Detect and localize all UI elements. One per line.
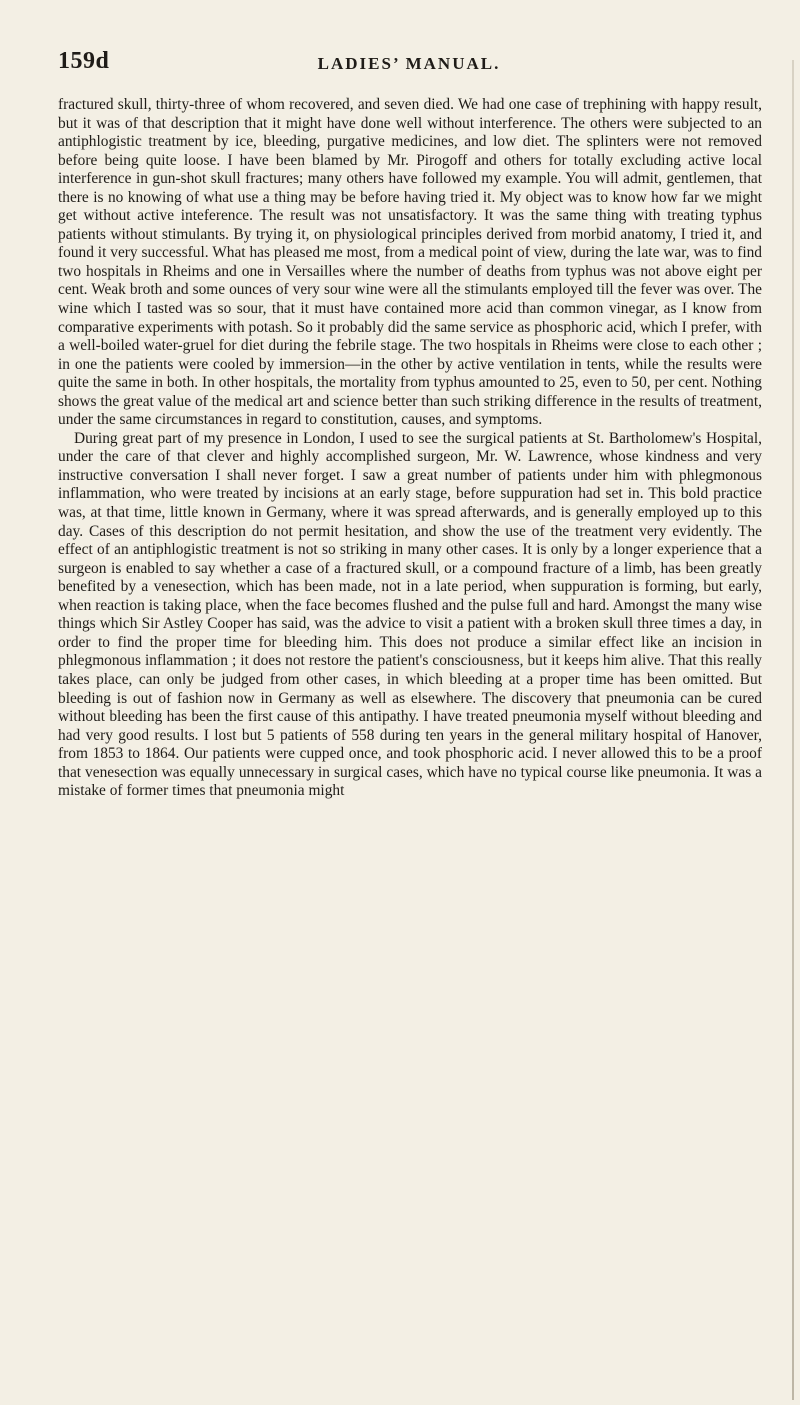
running-head	[58, 48, 760, 82]
page-edge-divider	[792, 60, 794, 1400]
page-number: 159d	[58, 48, 110, 74]
paragraph: During great part of my presence in London, I used to see the surgical patients at St. Bartholomew's Hospital, under the care of that clever and highly accomplished surgeon, Mr. W. Lawrence, whose kindness and very instructive conversation I shall never forget. I saw a great number of patients under him with phlegmonous inflammation, who were treated by incisions at an early stage, before suppuration had set in. This bold practice was, at that time, little known in Germany, where it was spread afterwards, and is generally employed up to this day. Cases of this description do not permit hesitation, and show the use of the treatment very evidently. The effect of an antiphlogistic treatment is not so striking in many other cases. It is only by a longer experience that a surgeon is enabled to say whether a case of a fractured skull, or a compound fracture of a limb, has been greatly benefited by a venesection, which has been made, not in a late period, when suppuration is forming, but early, when reaction is taking place, when the face becomes flushed and the pulse full and hard. Amongst the many wise things which Sir Astley Cooper has said, was the advice to visit a patient with a broken skull three times a day, in order to find the proper time for bleeding him. This does not produce a similar effect like an incision in phlegmonous inflammation ; it does not restore the patient's consciousness, but it keeps him alive. That this really takes place, can only be judged from other cases, in which bleeding at a proper time has been omitted. But bleeding is out of fashion now in Germany as well as elsewhere. The discovery that pneumonia can be cured without bleeding has been the first cause of this antipathy. I have treated pneumonia myself without bleeding and had very good results. I lost but 5 patients of 558 during ten years in the general military hospital of Hanover, from 1853 to 1864. Our patients were cupped once, and took phosphoric acid. I never allowed this to be a proof that venesection was equally unnecessary in surgical cases, which have no typical course like pneumonia. It was a mistake of former times that pneumonia might	[58, 429, 762, 800]
body-text	[58, 96, 762, 801]
paragraph: fractured skull, thirty-three of whom recovered, and seven died. We had one case of trephining with happy result, but it was of that description that it might have done well without interference. The others were subjected to an antiphlogistic treatment by ice, bleeding, purgative medicines, and low diet. The splinters were not removed before being quite loose. I have been blamed by Mr. Pirogoff and others for totally excluding active local interference in gun-shot skull fractures; many others have followed my example. You will admit, gentlemen, that there is no knowing of what use a thing may be before having tried it. My object was to know how far we might get without active inteference. The result was not unsatisfactory. It was the same thing with treating typhus patients without stimulants. By trying it, on physiological principles derived from morbid anatomy, I tried it, and found it very successful. What has pleased me most, from a medical point of view, during the late war, was to find two hospitals in Rheims and one in Versailles where the number of deaths from typhus was not above eight per cent. Weak broth and some ounces of very sour wine were all the stimulants employed till the fever was over. The wine which I tasted was so sour, that it must have contained more acid than common vinegar, as I know from comparative experiments with potash. So it probably did the same service as phosphoric acid, which I prefer, with a well-boiled water-gruel for diet during the febrile stage. The two hospitals in Rheims were close to each other ; in one the patients were cooled by immersion—in the other by active ventilation in tents, while the results were quite the same in both. In other hospitals, the mortality from typhus amounted to 25, even to 50, per cent. Nothing shows the great value of the medical art and science better than such striking difference in the results of treatment, under the same circumstances in regard to constitution, causes, and symptoms.	[58, 96, 762, 429]
running-title: LADIES’ MANUAL.	[317, 54, 501, 73]
